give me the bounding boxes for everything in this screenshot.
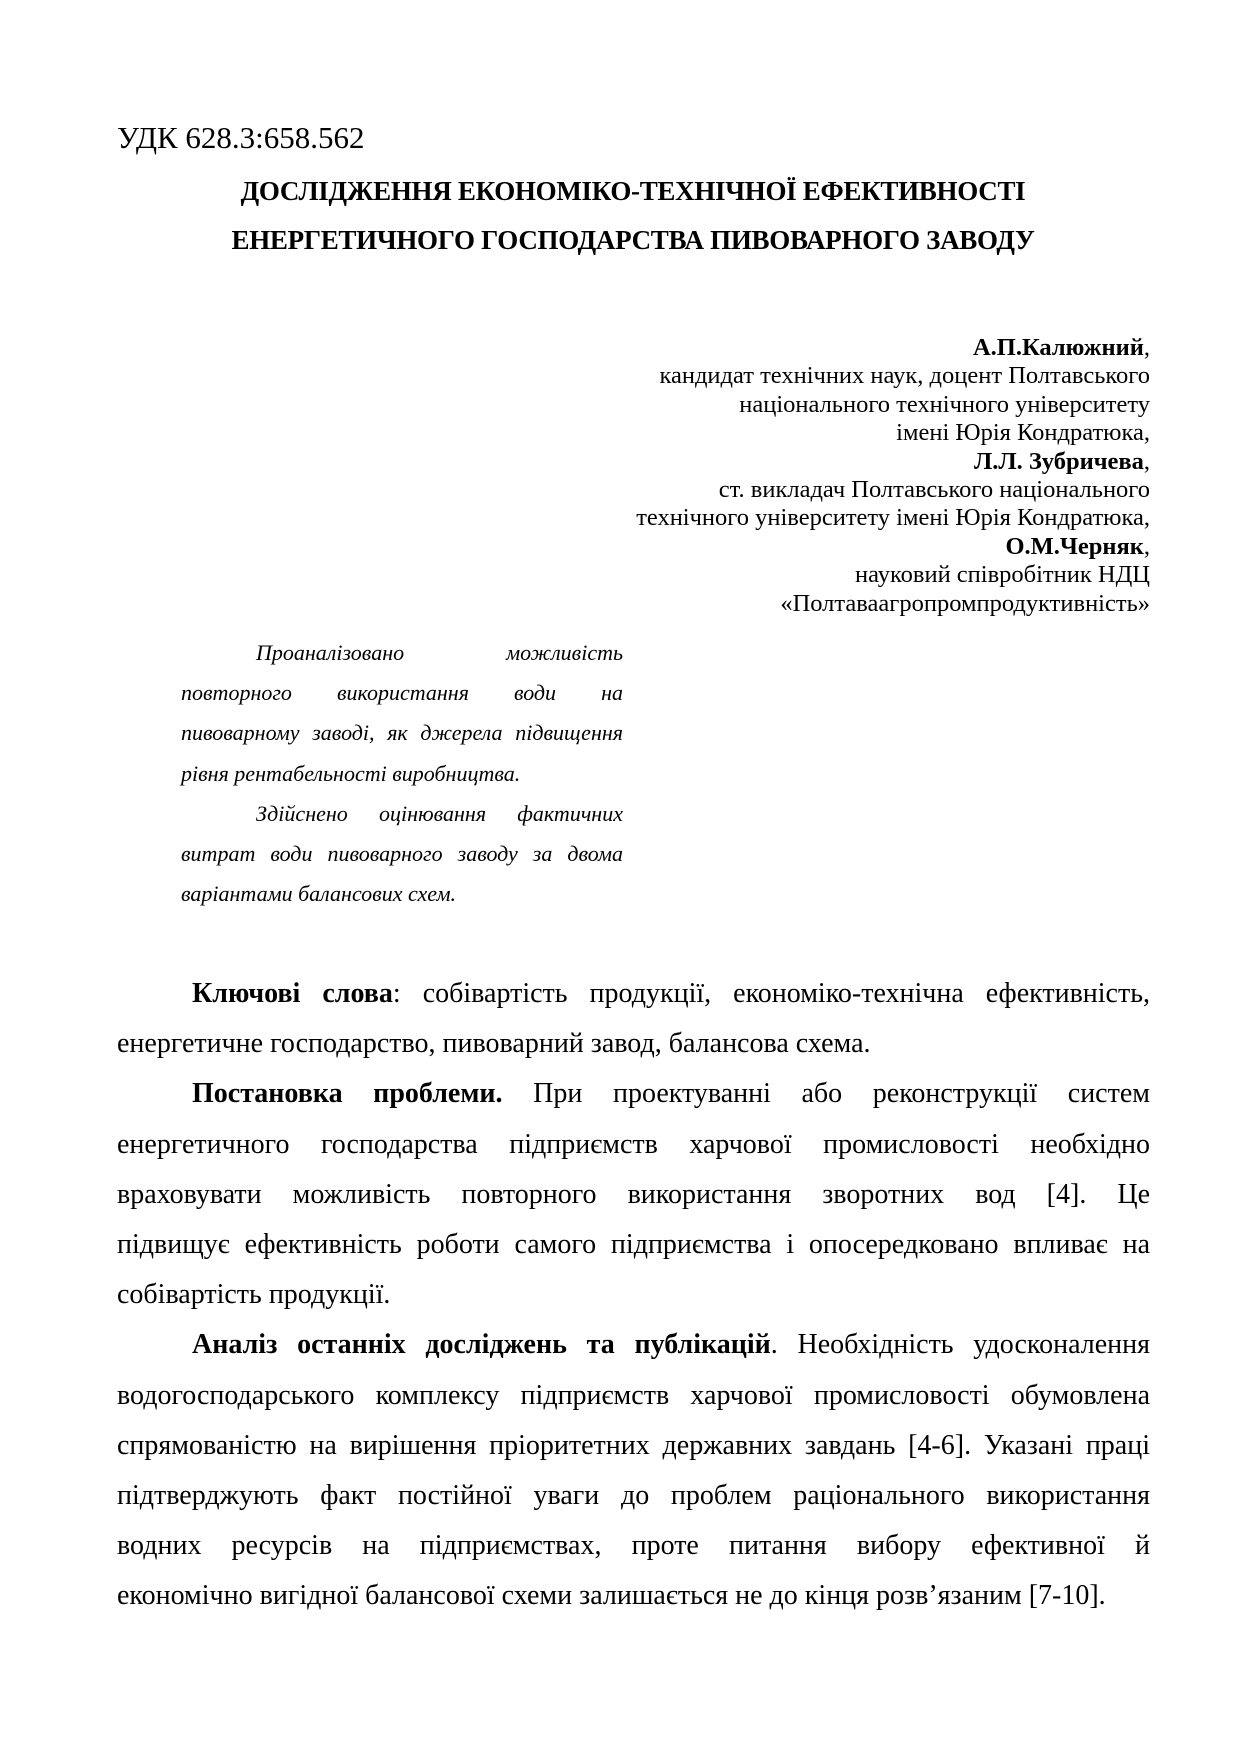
- body-line: [117, 969, 1150, 1019]
- body-text: [117, 969, 1150, 1621]
- author-affiliation: імені Юрія Кондратюка,: [896, 419, 1150, 447]
- body-line-text: собівартість продукції.: [117, 1279, 391, 1311]
- body-line-text: підтверджують факт постійної уваги до проблем раціонального використання: [117, 1479, 1150, 1511]
- body-line: [117, 1270, 1150, 1320]
- body-line: [117, 1220, 1150, 1270]
- body-line-text: енергетичне господарство, пивоварний завод, балансова схема.: [117, 1028, 871, 1060]
- body-line: [117, 1320, 1150, 1370]
- body-line-text: спрямованістю на вирішення пріоритетних державних завдань [4-6]. Указані праці: [117, 1429, 1150, 1461]
- body-line: [117, 1120, 1150, 1170]
- abstract-line: Здійснено оцінювання фактичних: [256, 800, 623, 826]
- author-affiliation: науковий співробітник НДЦ: [854, 561, 1150, 589]
- body-line-text: враховувати можливість повторного використання зворотних вод [4]. Це: [117, 1178, 1150, 1210]
- author-name: О.М.Черняк,: [1005, 532, 1150, 560]
- udc-code: УДК 628.3:658.562: [117, 120, 365, 155]
- author-name-text: А.П.Калюжний: [972, 334, 1144, 361]
- title-line-2: ЕНЕРГЕТИЧНОГО ГОСПОДАРСТВА ПИВОВАРНОГО ЗАВОДУ: [231, 225, 1035, 255]
- author-name: Л.Л. Зубричева,: [973, 447, 1150, 475]
- abstract: [181, 633, 623, 914]
- author-affiliation: ст. викладач Полтавського національного: [718, 476, 1150, 504]
- body-line: [117, 1069, 1150, 1119]
- body-line: [117, 1170, 1150, 1220]
- body-line: [117, 1421, 1150, 1471]
- body-line-text: : собівартість продукції, економіко-технічна ефективність,: [392, 978, 1150, 1009]
- body-line-text: підвищує ефективність роботи самого підприємства і опосередковано впливає на: [117, 1228, 1150, 1260]
- abstract-line: витрат води пивоварного заводу за двома: [181, 841, 623, 867]
- body-line: [117, 1371, 1150, 1421]
- author-affiliation: «Полтаваагропромпродуктивність»: [780, 589, 1150, 617]
- body-line-text: водних ресурсів на підприємствах, проте питання вибору ефективної й: [117, 1530, 1150, 1562]
- authors-block: [636, 334, 1150, 618]
- body-line: [117, 1019, 1150, 1069]
- paragraph-heading: Аналіз останніх досліджень та публікацій: [192, 1329, 771, 1361]
- author-affiliation: технічного університету імені Юрія Кондратюка,: [636, 504, 1150, 532]
- body-line-text: економічно вигідної балансової схеми залишається не до кінця розв’язаним [7-10].: [117, 1580, 1106, 1612]
- abstract-line: варіантами балансових схем.: [181, 881, 456, 907]
- body-line: [117, 1571, 1150, 1621]
- author-name: А.П.Калюжний,: [972, 334, 1150, 361]
- body-line: [117, 1471, 1150, 1521]
- body-line-text: водогосподарського комплексу підприємств харчової промисловості обумовлена: [117, 1379, 1150, 1411]
- author-name-text: О.М.Черняк: [1005, 532, 1144, 560]
- abstract-line: пивоварному заводі, як джерела підвищення: [181, 720, 623, 746]
- body-line-text: При проектуванні або реконструкції систем: [502, 1078, 1150, 1110]
- author-name-text: Л.Л. Зубричева: [973, 447, 1144, 475]
- author-affiliation: кандидат технічних наук, доцент Полтавського: [659, 362, 1150, 390]
- abstract-line: Проаналізовано можливість: [256, 640, 623, 665]
- abstract-line: рівня рентабельності виробництва.: [181, 760, 521, 786]
- paragraph-heading: Постановка проблеми.: [192, 1078, 503, 1110]
- body-line-text: . Необхідність удосконалення: [770, 1329, 1151, 1361]
- body-line-text: енергетичного господарства підприємств харчової промисловості необхідно: [117, 1128, 1150, 1160]
- title-line-1: ДОСЛІДЖЕННЯ ЕКОНОМІКО-ТЕХНІЧНОЇ ЕФЕКТИВНОСТІ: [240, 176, 1026, 206]
- author-affiliation: національного технічного університету: [739, 390, 1150, 418]
- paragraph-heading: Ключові слова: [192, 978, 393, 1009]
- abstract-line: повторного використання води на: [181, 680, 623, 706]
- body-line: [117, 1521, 1150, 1571]
